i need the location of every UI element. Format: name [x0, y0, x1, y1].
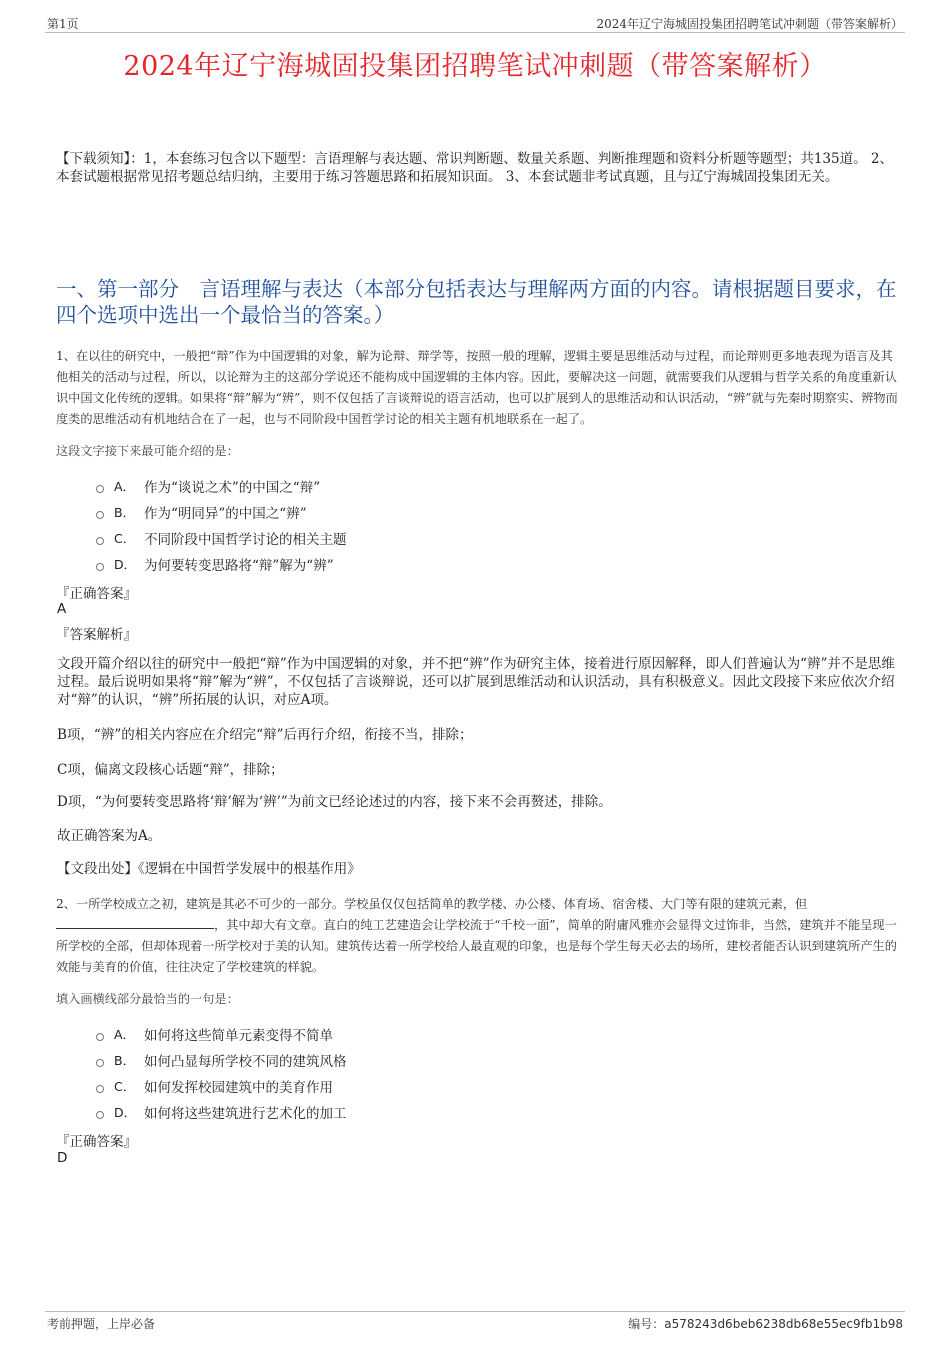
- document-code: 编号：a578243d6beb6238db68e55ec9fb1b98: [628, 1317, 903, 1331]
- page-header: [45, 12, 905, 33]
- question-2-answer-label: 『正确答案』: [56, 1134, 137, 1150]
- question-1-analysis-label: 『答案解析』: [56, 627, 137, 643]
- footer-slogan: 考前押题，上岸必备: [47, 1317, 156, 1331]
- radio-button[interactable]: [96, 1111, 104, 1119]
- question-1-answer-label: 『正确答案』: [56, 586, 137, 602]
- question-1-stem: 1、在以往的研究中，一般把“辩”作为中国逻辑的对象，解为论辩、辩学等，按照一般的理解，逻辑主要是思维活动与过程，而论辩则更多地表现为语言及其他相关的活动与过程，所以，以论辩为主的这部分学说还不能构成中国逻辑的主体内容。因此，要解决这一问题，就需要我们从逻辑与哲学关系的角度重新认识中国文化传统的逻辑。如果将“辩”解为“辨”，则不仅包括了言谈辩说的语言活动，也可以扩展到人的思维活动和认识活动，“辨”就与先秦时期察实、辨物而度类的思维活动有机地结合在了一起，也与不同阶段中国哲学讨论的相关主题有机地联系在一起了。: [56, 349, 898, 426]
- page-footer: [45, 1311, 905, 1332]
- download-notice: 【下载须知】：1，本套练习包含以下题型：言语理解与表达题、常识判断题、数量关系题、判断推理题和资料分析题等题型；共135道。 2、本套试题根据常见招考题总结归纳，主要用于练习答题思路和拓展知识面。 3、本套试题非考试真题，且与辽宁海城固投集团无关。: [56, 151, 893, 185]
- question-1-analysis-conclusion: 故正确答案为A。: [57, 828, 162, 844]
- question-2-option-b[interactable]: B． 如何凸显每所学校不同的建筑风格: [96, 1047, 347, 1073]
- fill-in-blank: [56, 916, 214, 929]
- question-2-options: [96, 1021, 347, 1125]
- question-1-options: [96, 473, 347, 577]
- radio-button[interactable]: [96, 563, 104, 571]
- question-1-option-b[interactable]: B． 作为“明同异”的中国之“辨”: [96, 499, 347, 525]
- question-1-option-a[interactable]: A． 作为“谈说之术”的中国之“辩”: [96, 473, 347, 499]
- page-number: 第1页: [47, 17, 79, 31]
- question-1-answer: A: [57, 601, 67, 617]
- question-2-answer: D: [57, 1150, 68, 1166]
- radio-button[interactable]: [96, 511, 104, 519]
- question-1-option-d[interactable]: D． 为何要转变思路将“辩”解为“辨”: [96, 551, 347, 577]
- question-1-source: 【文段出处】《逻辑在中国哲学发展中的根基作用》: [57, 861, 361, 877]
- document-title: 2024年辽宁海城固投集团招聘笔试冲刺题（带答案解析）: [123, 51, 827, 82]
- radio-button[interactable]: [96, 1085, 104, 1093]
- section-heading: 一、第一部分 言语理解与表达（本部分包括表达与理解两方面的内容。请根据题目要求，在四个选项中选出一个最恰当的答案。）: [56, 277, 897, 327]
- header-doc-title: 2024年辽宁海城固投集团招聘笔试冲刺题（带答案解析）: [596, 17, 903, 31]
- question-2-prompt: 填入画横线部分最恰当的一句是：: [56, 992, 239, 1006]
- question-1-prompt: 这段文字接下来最可能介绍的是：: [56, 444, 239, 458]
- question-2-option-a[interactable]: A． 如何将这些简单元素变得不简单: [96, 1021, 347, 1047]
- radio-button[interactable]: [96, 1059, 104, 1067]
- question-1-option-c[interactable]: C． 不同阶段中国哲学讨论的相关主题: [96, 525, 347, 551]
- question-1-analysis-para: 文段开篇介绍以往的研究中一般把“辩”作为中国逻辑的对象，并不把“辨”作为研究主体，接着进行原因解释，即人们普遍认为“辨”并不是思维过程。最后说明如果将“辩”解为“辨”，不仅包括了言谈辩说，还可以扩展到思维活动和认识活动，具有积极意义。因此文段接下来应依次介绍对“辩”的认识，“辨”所拓展的认识，对应A项。: [57, 656, 895, 708]
- question-2-option-c[interactable]: C． 如何发挥校园建筑中的美育作用: [96, 1073, 347, 1099]
- question-1-analysis-para: C项，偏离文段核心话题“辩”，排除；: [57, 762, 284, 778]
- question-2-option-d[interactable]: D． 如何将这些建筑进行艺术化的加工: [96, 1099, 347, 1125]
- question-2-stem: 2、一所学校成立之初，建筑是其必不可少的一部分。学校虽仅仅包括简单的教学楼、办公楼、体育场、宿舍楼、大门等有限的建筑元素，但，其中却大有文章。直白的纯工艺建造会让学校流于“千校一面”，简单的附庸风雅亦会显得文过饰非，当然，建筑并不能呈现一所学校的全部，但却体现着一所学校对于美的认知。建筑传达着一所学校给人最直观的印象，也是每个学生每天必去的场所，建校者能否认识到建筑所产生的效能与美育的价值，往往决定了学校建筑的样貌。: [56, 897, 897, 974]
- radio-button[interactable]: [96, 485, 104, 493]
- radio-button[interactable]: [96, 537, 104, 545]
- radio-button[interactable]: [96, 1033, 104, 1041]
- question-1-analysis-para: B项，“辨”的相关内容应在介绍完“辩”后再行介绍，衔接不当，排除；: [57, 727, 473, 743]
- question-1-analysis-para: D项，“为何要转变思路将‘辩’解为‘辨’”为前文已经论述过的内容，接下来不会再赘述，排除。: [57, 794, 612, 810]
